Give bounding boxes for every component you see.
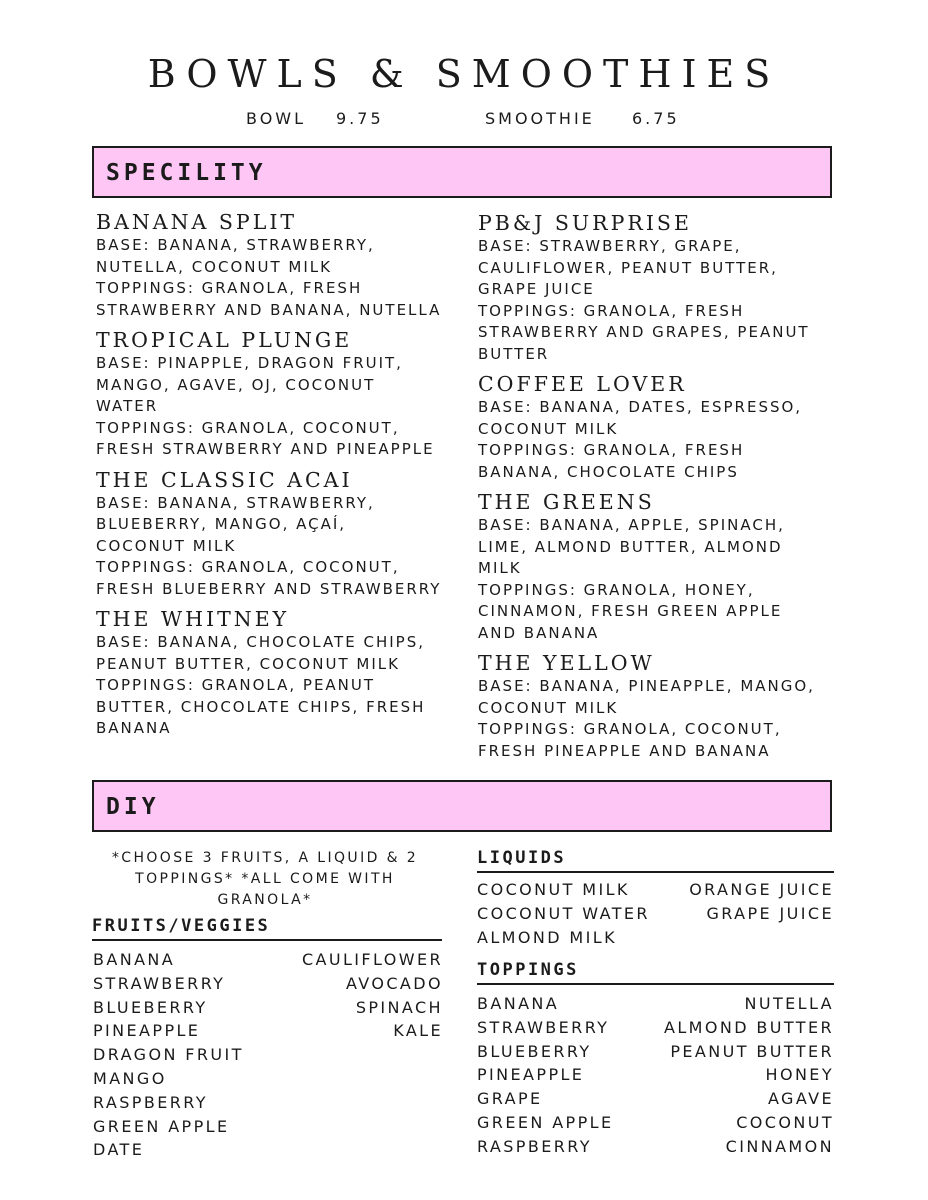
fruit-veggie-option: STRAWBERRY xyxy=(93,973,226,993)
specility-heading: SPECILITY xyxy=(106,160,267,186)
menu-item-description-line: MILK xyxy=(478,559,522,577)
menu-item xyxy=(96,467,466,601)
topping-row xyxy=(477,1135,834,1159)
bowl-label: BOWL xyxy=(246,109,307,128)
menu-item-description-line: GRAPE JUICE xyxy=(478,280,595,298)
toppings-list xyxy=(477,992,834,1159)
fruit-veggie-row xyxy=(93,1091,443,1115)
fruit-veggie-option: CAULIFLOWER xyxy=(301,950,443,969)
menu-item xyxy=(478,650,838,762)
menu-item-description-line: NUTELLA, COCONUT MILK xyxy=(96,257,332,276)
menu-item-description-line: CINNAMON, FRESH GREEN APPLE xyxy=(478,602,783,620)
menu-item-description-line: TOPPINGS: GRANOLA, FRESH xyxy=(96,279,363,297)
fruit-veggie-row xyxy=(93,1019,443,1043)
liquid-row xyxy=(477,878,834,902)
fruit-veggie-option: GREEN APPLE xyxy=(93,1116,230,1136)
smoothie-label: SMOOTHIE xyxy=(485,109,595,128)
menu-item-description-line: MANGO, AGAVE, OJ, COCONUT xyxy=(96,375,376,394)
smoothie-price: 6.75 xyxy=(632,109,680,128)
diy-banner xyxy=(92,780,832,832)
fruit-veggie-option: MANGO xyxy=(93,1068,167,1088)
menu-item-description-line: BLUEBERRY, MANGO, AÇAÍ, xyxy=(96,515,347,533)
specility-banner xyxy=(92,146,832,198)
menu-item-description-line: COCONUT MILK xyxy=(478,698,619,717)
price-line xyxy=(0,109,928,131)
menu-item-description-line: CAULIFLOWER, PEANUT BUTTER, xyxy=(478,258,778,277)
fruits-veggies-heading-text: FRUITS/VEGGIES xyxy=(92,916,271,936)
menu-item xyxy=(96,209,466,321)
menu-item-description-line: BASE: BANANA, STRAWBERRY, xyxy=(96,493,375,512)
topping-row xyxy=(477,1016,834,1040)
fruit-veggie-row xyxy=(93,948,443,972)
menu-item-description-line: COCONUT MILK xyxy=(478,419,619,438)
fruits-veggies-list xyxy=(93,948,443,1162)
menu-item-description-line: FRESH STRAWBERRY AND PINEAPPLE xyxy=(96,440,435,458)
menu-item-description-line: AND BANANA xyxy=(478,623,600,642)
menu-item-description-line: STRAWBERRY AND GRAPES, PEANUT xyxy=(478,323,810,341)
diy-heading: DIY xyxy=(106,794,160,820)
topping-option: NUTELLA xyxy=(744,994,834,1013)
fruit-veggie-option: PINEAPPLE xyxy=(93,1021,201,1041)
topping-row xyxy=(477,992,834,1016)
fruit-veggie-option: DATE xyxy=(93,1140,145,1160)
menu-item-description-line: BUTTER xyxy=(478,344,550,363)
menu-item-description-line: PEANUT BUTTER, COCONUT MILK xyxy=(96,654,400,673)
menu-item-description-line: BASE: BANANA, PINEAPPLE, MANGO, xyxy=(478,677,815,695)
topping-option: HONEY xyxy=(765,1065,834,1085)
liquid-option: COCONUT MILK xyxy=(477,880,630,899)
menu-item-name: COFFEE LOVER xyxy=(478,372,687,396)
menu-item-description-line: BASE: STRAWBERRY, GRAPE, xyxy=(478,237,742,255)
liquid-row xyxy=(477,926,834,950)
topping-row xyxy=(477,1087,834,1111)
menu-item xyxy=(478,371,838,483)
fruit-veggie-option: DRAGON FRUIT xyxy=(93,1045,244,1065)
fruit-veggie-option: BANANA xyxy=(93,950,176,969)
menu-item-description-line: BASE: BANANA, CHOCOLATE CHIPS, xyxy=(96,633,425,651)
menu-item-description-line: WATER xyxy=(96,397,159,415)
topping-row xyxy=(477,1111,834,1135)
liquid-row xyxy=(477,902,834,926)
liquid-option: GRAPE JUICE xyxy=(706,903,834,923)
toppings-heading xyxy=(477,960,834,985)
liquids-list xyxy=(477,878,834,949)
topping-option: RASPBERRY xyxy=(477,1136,592,1156)
fruit-veggie-row xyxy=(93,1043,443,1067)
menu-item-description-line: TOPPINGS: GRANOLA, COCONUT, xyxy=(96,558,400,576)
toppings-heading-text: TOPPINGS xyxy=(477,960,579,980)
menu-item-description-line: FRESH PINEAPPLE AND BANANA xyxy=(478,741,771,760)
menu-item-description-line: BASE: PINAPPLE, DRAGON FRUIT, xyxy=(96,354,403,372)
fruit-veggie-option: SPINACH xyxy=(355,997,443,1017)
fruit-veggie-row xyxy=(93,1138,443,1162)
fruit-veggie-row xyxy=(93,1067,443,1091)
topping-option: STRAWBERRY xyxy=(477,1017,610,1037)
menu-item-description-line: TOPPINGS: GRANOLA, HONEY, xyxy=(478,580,755,599)
diy-note-line: GRANOLA* xyxy=(217,892,313,908)
menu-item-description-line: COCONUT MILK xyxy=(96,536,237,555)
bowl-price: 9.75 xyxy=(336,109,384,128)
menu-item-description-line: FRESH BLUEBERRY AND STRAWBERRY xyxy=(96,579,442,598)
menu-item-description-line: BANANA, CHOCOLATE CHIPS xyxy=(478,462,739,481)
menu-item xyxy=(478,210,838,365)
liquid-option: ALMOND MILK xyxy=(477,927,617,947)
topping-option: ALMOND BUTTER xyxy=(663,1017,834,1037)
fruit-veggie-option: AVOCADO xyxy=(345,973,443,993)
topping-option: PINEAPPLE xyxy=(477,1065,585,1085)
topping-option: PEANUT BUTTER xyxy=(670,1041,834,1061)
menu-item-description-line: LIME, ALMOND BUTTER, ALMOND xyxy=(478,537,783,556)
menu-item-description-line: BASE: BANANA, STRAWBERRY, xyxy=(96,236,375,254)
menu-item-name: THE WHITNEY xyxy=(96,607,290,631)
menu-item-description-line: TOPPINGS: GRANOLA, COCONUT, xyxy=(96,418,400,437)
menu-item-description-line: BANANA xyxy=(96,719,172,737)
menu-item-name: THE CLASSIC ACAI xyxy=(96,467,353,492)
topping-row xyxy=(477,1040,834,1064)
menu-item-description-line: TOPPINGS: GRANOLA, PEANUT xyxy=(96,676,376,694)
menu-title: BOWLS & SMOOTHIES xyxy=(147,52,781,96)
menu-item xyxy=(96,606,466,740)
liquid-option: ORANGE JUICE xyxy=(689,880,834,899)
liquids-heading-text: LIQUIDS xyxy=(477,848,567,868)
menu-item-description-line: TOPPINGS: GRANOLA, FRESH xyxy=(478,441,745,459)
topping-row xyxy=(477,1063,834,1087)
menu-item-name: BANANA SPLIT xyxy=(96,210,298,234)
topping-option: BANANA xyxy=(477,994,560,1013)
menu-item-name: TROPICAL PLUNGE xyxy=(96,328,353,352)
specility-right-column xyxy=(478,210,838,768)
diy-note-line: *CHOOSE 3 FRUITS, A LIQUID & 2 xyxy=(111,850,419,866)
menu-item-name: THE YELLOW xyxy=(478,651,655,675)
menu-item-description-line: TOPPINGS: GRANOLA, FRESH xyxy=(478,301,745,320)
topping-option: BLUEBERRY xyxy=(477,1041,592,1061)
menu-item-description-line: TOPPINGS: GRANOLA, COCONUT, xyxy=(478,720,782,738)
topping-option: AGAVE xyxy=(767,1089,834,1109)
diy-instructions xyxy=(100,848,430,911)
menu-item-name: PB&J SURPRISE xyxy=(478,211,692,235)
specility-left-column xyxy=(96,209,466,746)
topping-option: GREEN APPLE xyxy=(477,1112,614,1132)
fruit-veggie-row xyxy=(93,996,443,1020)
fruit-veggie-option: RASPBERRY xyxy=(93,1092,208,1112)
liquids-heading xyxy=(477,848,834,873)
fruit-veggie-row xyxy=(93,972,443,996)
menu-item xyxy=(478,489,838,644)
topping-option: COCONUT xyxy=(736,1112,834,1132)
fruit-veggie-option: BLUEBERRY xyxy=(93,997,208,1017)
menu-item xyxy=(96,327,466,461)
topping-option: CINNAMON xyxy=(725,1136,834,1156)
fruits-veggies-heading xyxy=(92,916,442,941)
fruit-veggie-row xyxy=(93,1115,443,1139)
diy-note-line: TOPPINGS* *ALL COME WITH xyxy=(135,871,395,887)
menu-item-description-line: STRAWBERRY AND BANANA, NUTELLA xyxy=(96,300,442,319)
menu-item-description-line: BASE: BANANA, APPLE, SPINACH, xyxy=(478,516,785,534)
menu-item-description-line: BUTTER, CHOCOLATE CHIPS, FRESH xyxy=(96,697,426,716)
topping-option: GRAPE xyxy=(477,1089,543,1109)
menu-item-description-line: BASE: BANANA, DATES, ESPRESSO, xyxy=(478,398,803,416)
liquid-option: COCONUT WATER xyxy=(477,903,650,923)
menu-item-name: THE GREENS xyxy=(478,490,655,514)
fruit-veggie-option: KALE xyxy=(393,1021,443,1041)
